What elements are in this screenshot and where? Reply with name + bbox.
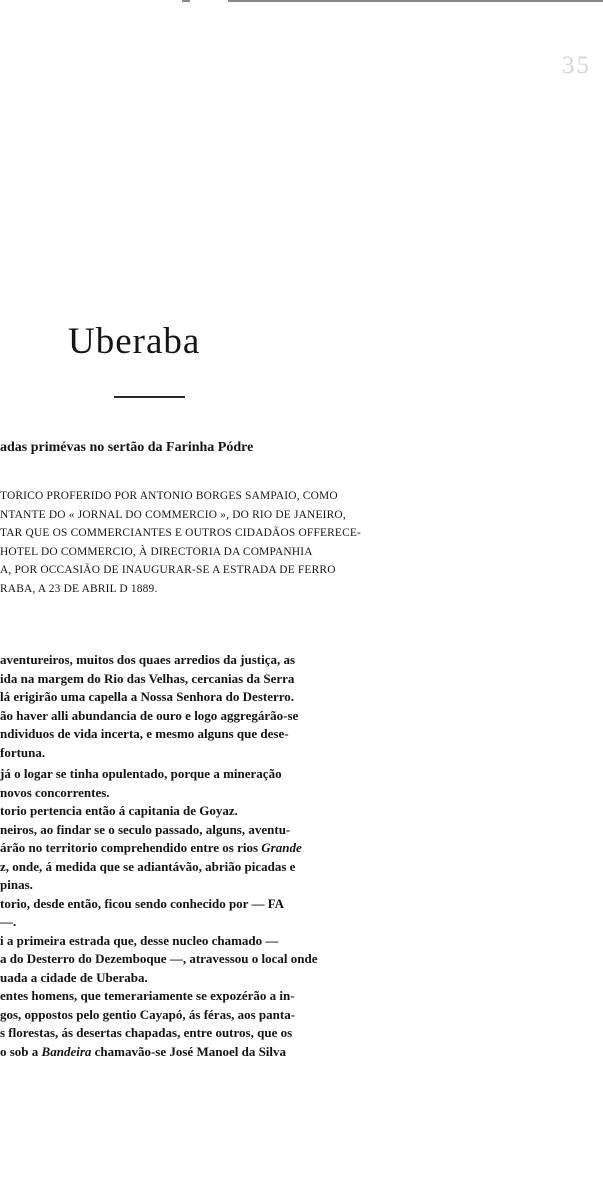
- body-line: fortuna.: [0, 744, 46, 760]
- body-text-span: o sob a: [0, 1043, 39, 1059]
- body-line: gos, oppostos pelo gentio Cayapó, ás féras, aos panta-: [0, 1006, 296, 1022]
- body-text: [0, 651, 603, 1061]
- body-line: já o logar se tinha opulentado, porque a mineração: [0, 766, 282, 781]
- title-divider: [114, 396, 185, 398]
- body-line: [0, 1043, 603, 1062]
- intro-line: NTANTE DO « JORNAL DO COMMERCIO », DO RIO DE JANEIRO,: [0, 508, 346, 521]
- body-line: a do Desterro do Dezemboque —, atravessou o local onde: [0, 951, 318, 966]
- subheading: adas primévas no sertão da Farinha Pódre: [0, 440, 254, 455]
- body-line: neiros, ao findar se o seculo passado, alguns, aventu-: [0, 821, 291, 837]
- body-line: novos concorrentes.: [0, 784, 110, 800]
- body-line: torio, desde então, ficou sendo conhecido por — FA: [0, 895, 285, 911]
- body-line: pinas.: [0, 877, 33, 892]
- intro-line: TORICO PROFERIDO POR ANTONIO BORGES SAMPAIO, COMO: [0, 490, 338, 502]
- body-text-span: árão no territorio comprehendido entre os rios: [0, 840, 259, 855]
- intro-line: A, POR OCCASIÃO DE INAUGURAR-SE A ESTRADA DE FERRO: [0, 564, 336, 576]
- body-line: [0, 839, 603, 858]
- page-title: Uberaba: [68, 321, 201, 362]
- intro-line: HOTEL DO COMMERCIO, À DIRECTORIA DA COMPANHIA: [0, 545, 313, 558]
- page-number: 35: [562, 52, 591, 79]
- intro-line: RABA, A 23 DE ABRIL D 1889.: [0, 582, 158, 595]
- italic-place-name: Grande: [261, 840, 302, 855]
- body-line: aventureiros, muitos dos quaes arredios da justiça, as: [0, 652, 296, 667]
- body-line: ndividuos de vida incerta, e mesmo alguns que dese-: [0, 726, 289, 741]
- body-line: s florestas, ás desertas chapadas, entre outros, que os: [0, 1025, 293, 1040]
- body-text-span: chamavão-se José Manoel da Silva: [94, 1043, 287, 1059]
- intro-paragraph: [0, 487, 603, 598]
- body-line: entes homens, que temerariamente se expozérão a in-: [0, 988, 295, 1003]
- body-line: ida na margem do Rio das Velhas, cercanias da Serra: [0, 670, 295, 686]
- body-line: uada a cidade de Uberaba.: [0, 969, 148, 985]
- body-line: ão haver alli abundancia de ouro e logo aggregárão-se: [0, 707, 299, 723]
- body-line: torio pertencia então á capitania de Goyaz.: [0, 803, 238, 818]
- top-rule-right: [228, 0, 603, 2]
- top-rule-left: [182, 0, 190, 2]
- body-line: —.: [0, 914, 17, 929]
- body-line: i a primeira estrada que, desse nucleo chamado —: [0, 932, 279, 948]
- intro-line: TAR QUE OS COMMERCIANTES E OUTROS CIDADÃOS OFFERECE-: [0, 527, 362, 539]
- body-line: z, onde, á medida que se adiantávão, abrião picadas e: [0, 858, 296, 874]
- italic-term: Bandeira: [41, 1043, 92, 1059]
- body-line: lá erigirão uma capella a Nossa Senhora do Desterro.: [0, 689, 295, 704]
